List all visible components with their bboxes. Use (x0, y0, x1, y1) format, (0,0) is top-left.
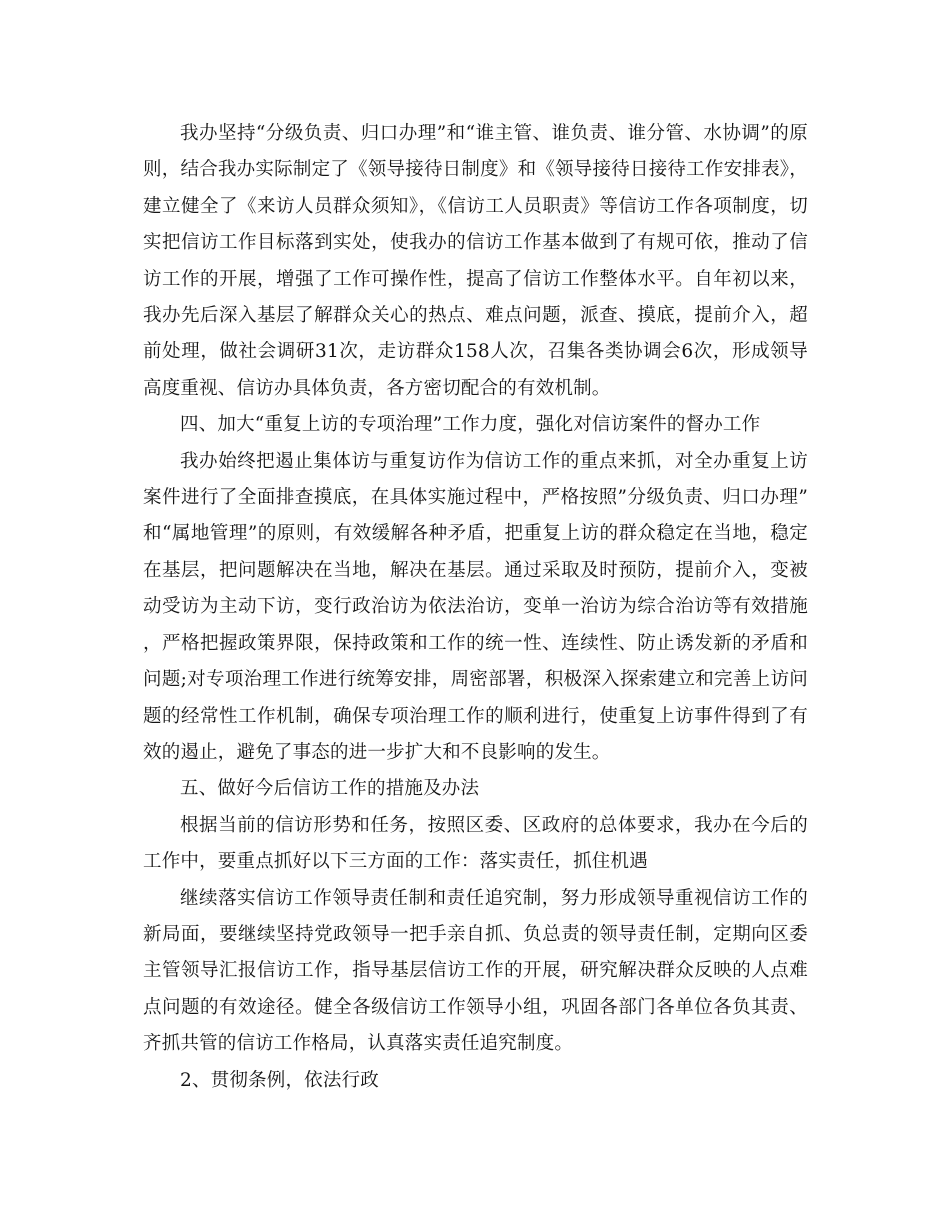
paragraph-responsibility-system: 继续落实信访工作领导责任制和责任追究制，努力形成领导重视信访工作的新局面，要继续坚持党政领导一把手亲自抓、负总责的领导责任制，定期向区委主管领导汇报信访工作，指导基层信访工作的开展，研究解决群众反映的人点难点问题的有效途径。健全各级信访工作领导小组，巩固各部门各单位各负其责、齐抓共管的信访工作格局，认真落实责任追究制度。 (143, 887, 808, 1055)
section-heading-repeat-petition-governance: 四、加大“重复上访的专项治理”工作力度，强化对信访案件的督办工作 (180, 414, 761, 436)
section-heading-future-measures: 五、做好今后信访工作的措施及办法 (180, 778, 480, 800)
paragraph-future-measures-intro: 根据当前的信访形势和任务，按照区委、区政府的总体要求，我办在今后的工作中，要重点抓好以下三方面的工作：落实责任，抓住机遇 (143, 814, 808, 873)
paragraph-institution-building: 我办坚持“分级负责、归口办理”和“谁主管、谁负责、谁分管、水协调”的原则，结合我办实际制定了《领导接待日制度》和《领导接待日接待工作安排表》，建立健全了《来访人员群众须知》，《信访工人员职责》等信访工作各项制度，切实把信访工作目标落到实处，使我办的信访工作基本做到了有规可依，推动了信访工作的开展，增强了工作可操作性，提高了信访工作整体水平。自年初以来，我办先后深入基层了解群众关心的热点、难点问题，派查、摸底，提前介入，超前处理，做社会调研31次，走访群众158人次，召集各类协调会6次，形成领导高度重视、信访办具体负责，各方密切配合的有效机制。 (143, 123, 808, 399)
paragraph-repeat-petition-governance: 我办始终把遏止集体访与重复访作为信访工作的重点来抓，对全办重复上访案件进行了全面排查摸底，在具体实施过程中，严格按照”分级负责、归口办理”和“属地管理”的原则，有效缓解各种矛盾，把重复上访的群众稳定在当地，稳定在基层，把问题解决在当地，解决在基层。通过采取及时预防，提前介入，变被动受访为主动下访，变行政治访为依法治访，变单一治访为综合治访等有效措施，严格把握政策界限，保持政策和工作的统一性、连续性、防止诱发新的矛盾和问题;对专项治理工作进行统筹安排，周密部署，积极深入探索建立和完善上访问题的经常性工作机制，确保专项治理工作的顺利进行，使重复上访事件得到了有效的遏止，避免了事态的进一步扩大和不良影响的发生。 (143, 450, 808, 763)
subheading-implement-regulations: 2、贯彻条例，依法行政 (180, 1069, 379, 1091)
document-body (143, 116, 808, 1099)
